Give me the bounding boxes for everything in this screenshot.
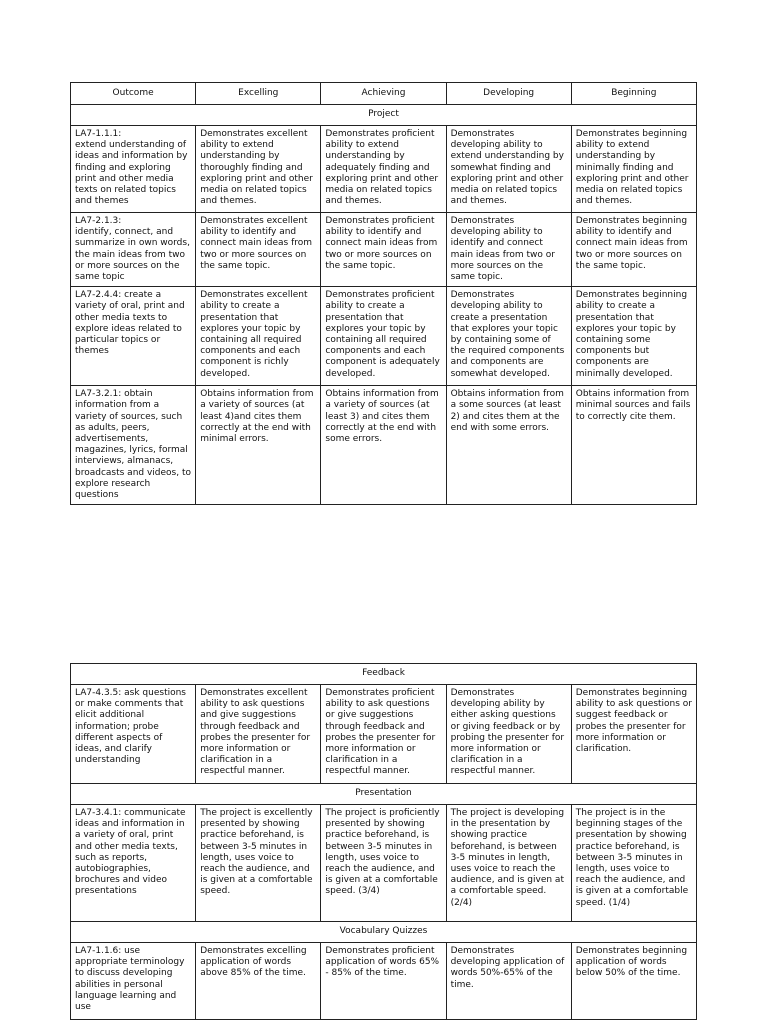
achieving-cell: Demonstrates proficient ability to create a presentation that explores your topic by containing all required components and each component is adequately developed. (321, 287, 446, 386)
table-row (71, 386, 697, 505)
rubric-table-2 (70, 663, 697, 1020)
table-row (71, 287, 697, 386)
outcome-cell: LA7-1.1.6: use appropriate terminology to discuss developing abilities in personal language learning and use (71, 943, 196, 1020)
header-beginning: Beginning (571, 83, 696, 105)
developing-cell: Obtains information from a some sources (at least 2) and cites them at the end with some errors. (446, 386, 571, 505)
excelling-cell: Obtains information from a variety of sources (at least 4)and cites them correctly at the end with minimal errors. (196, 386, 321, 505)
developing-cell: Demonstrates developing ability to create a presentation that explores your topic by containing some of the required components and components are somewhat developed. (446, 287, 571, 386)
beginning-cell: The project is in the beginning stages of the presentation by showing practice beforehand, is between 3-5 minutes in length, uses voice to reach the audience, and is given at a comfortable speed. (1/4) (571, 805, 696, 922)
table-row (71, 685, 697, 784)
excelling-cell: Demonstrates excellent ability to identify and connect main ideas from two or more sources on the same topic. (196, 213, 321, 287)
achieving-cell: Demonstrates proficient application of words 65% - 85% of the time. (321, 943, 446, 1020)
outcome-cell: LA7-1.1.1: extend understanding of ideas and information by finding and exploring print and other media texts on related topics and themes (71, 126, 196, 213)
section-title-feedback: Feedback (71, 664, 697, 685)
beginning-cell: Demonstrates beginning application of words below 50% of the time. (571, 943, 696, 1020)
header-excelling: Excelling (196, 83, 321, 105)
outcome-cell: LA7-4.3.5: ask questions or make comments that elicit additional information; probe different aspects of ideas, and clarify understanding (71, 685, 196, 784)
table-row (71, 126, 697, 213)
beginning-cell: Demonstrates beginning ability to ask questions or suggest feedback or probes the presenter for more information or clarification. (571, 685, 696, 784)
section-row (71, 105, 697, 126)
beginning-cell: Demonstrates beginning ability to extend understanding by minimally finding and exploring print and other media on related topics and themes. (571, 126, 696, 213)
outcome-cell: LA7-2.4.4: create a variety of oral, print and other media texts to explore ideas related to particular topics or themes (71, 287, 196, 386)
excelling-cell: Demonstrates excellent ability to create a presentation that explores your topic by containing all required components and each component is richly developed. (196, 287, 321, 386)
beginning-cell: Demonstrates beginning ability to create a presentation that explores your topic by containing some components but components are minimally developed. (571, 287, 696, 386)
achieving-cell: Demonstrates proficient ability to identify and connect main ideas from two or more sources on the same topic. (321, 213, 446, 287)
rubric-table-1 (70, 82, 697, 505)
excelling-cell: The project is excellently presented by showing practice beforehand, is between 3-5 minutes in length, uses voice to reach the audience, and is given at a comfortable speed. (196, 805, 321, 922)
achieving-cell: Demonstrates proficient ability to extend understanding by adequately finding and exploring print and other media on related topics and themes. (321, 126, 446, 213)
developing-cell: Demonstrates developing ability by either asking questions or giving feedback or by probing the presenter for more information or clarification in a respectful manner. (446, 685, 571, 784)
beginning-cell: Obtains information from minimal sources and fails to correctly cite them. (571, 386, 696, 505)
header-developing: Developing (446, 83, 571, 105)
achieving-cell: Obtains information from a variety of sources (at least 3) and cites them correctly at the end with some errors. (321, 386, 446, 505)
achieving-cell: Demonstrates proficient ability to ask questions or give suggestions through feedback and probes the presenter for more information or clarification in a respectful manner. (321, 685, 446, 784)
table-row (71, 943, 697, 1020)
excelling-cell: Demonstrates excellent ability to ask questions and give suggestions through feedback and probes the presenter for more information or clarification in a respectful manner. (196, 685, 321, 784)
section-title-vocabulary-quizzes: Vocabulary Quizzes (71, 922, 697, 943)
outcome-cell: LA7-3.4.1: communicate ideas and information in a variety of oral, print and other media texts, such as reports, autobiographies, brochures and video presentations (71, 805, 196, 922)
developing-cell: Demonstrates developing ability to extend understanding by somewhat finding and exploring print and other media on related topics and themes. (446, 126, 571, 213)
outcome-cell: LA7-2.1.3: identify, connect, and summarize in own words, the main ideas from two or more sources on the same topic (71, 213, 196, 287)
excelling-cell: Demonstrates excellent ability to extend understanding by thoroughly finding and exploring print and other media on related topics and themes. (196, 126, 321, 213)
section-title-presentation: Presentation (71, 784, 697, 805)
section-row (71, 922, 697, 943)
table-row (71, 805, 697, 922)
developing-cell: The project is developing in the presentation by showing practice beforehand, is between 3-5 minutes in length, uses voice to reach the audience, and is given at a comfortable speed. (2/4) (446, 805, 571, 922)
header-achieving: Achieving (321, 83, 446, 105)
section-row (71, 784, 697, 805)
developing-cell: Demonstrates developing application of words 50%-65% of the time. (446, 943, 571, 1020)
header-outcome: Outcome (71, 83, 196, 105)
developing-cell: Demonstrates developing ability to identify and connect main ideas from two or more sources on the same topic. (446, 213, 571, 287)
table-row (71, 213, 697, 287)
section-row (71, 664, 697, 685)
section-title-project: Project (71, 105, 697, 126)
excelling-cell: Demonstrates excelling application of words above 85% of the time. (196, 943, 321, 1020)
achieving-cell: The project is proficiently presented by showing practice beforehand, is between 3-5 minutes in length, uses voice to reach the audience, and is given at a comfortable speed. (3/4) (321, 805, 446, 922)
header-row (71, 83, 697, 105)
beginning-cell: Demonstrates beginning ability to identify and connect main ideas from two or more sources on the same topic. (571, 213, 696, 287)
outcome-cell: LA7-3.2.1: obtain information from a variety of sources, such as adults, peers, advertisements, magazines, lyrics, formal interviews, almanacs, broadcasts and videos, to explore research questions (71, 386, 196, 505)
